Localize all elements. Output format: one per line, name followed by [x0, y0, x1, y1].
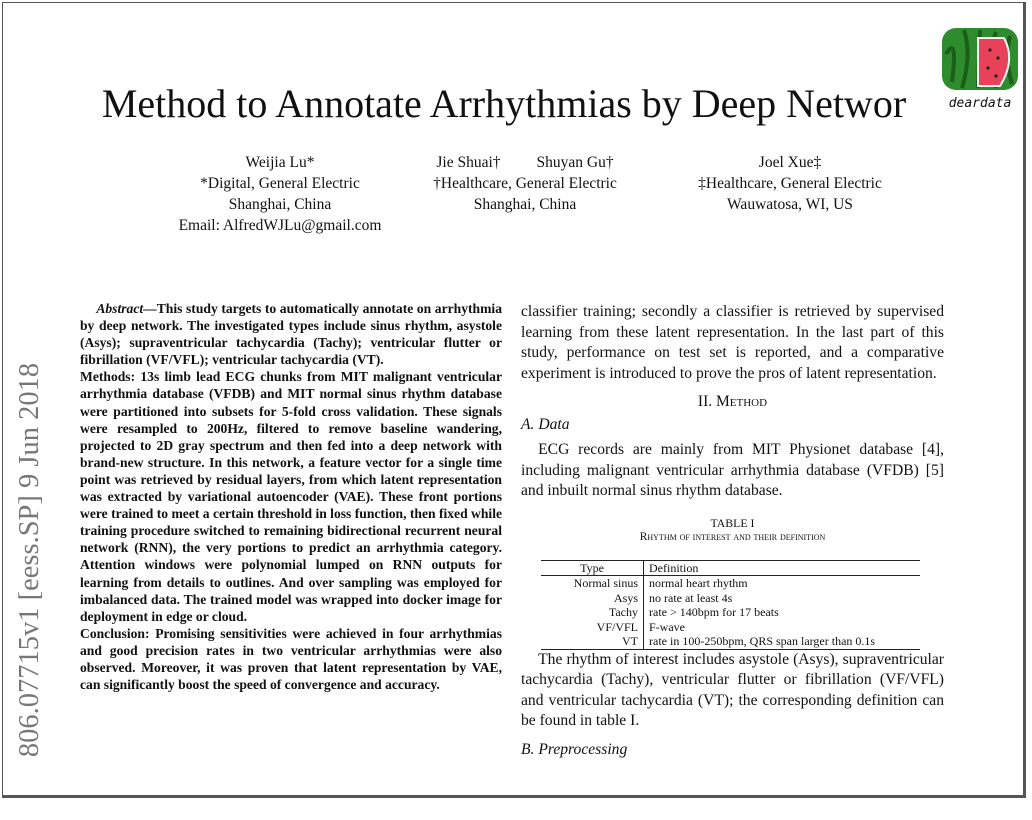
abstract-lead: Abstract—This study targets to automatically annotate on arrhythmia by deep network. The investigated types include sinus rhythm, asystole (Asys); supraventricular tachycardia (Tachy); ventricular flutter or fibrillation (VF/VFL); ventricular tachycardia (VT).: [80, 301, 502, 368]
table-title: Rhythm of interest and their definition: [639, 530, 826, 543]
author-affiliation: †Healthcare, General Electric: [433, 175, 617, 192]
table-row: VT rate in 100-250bpm, QRS span larger than 0.1s: [541, 634, 920, 649]
deardata-logo: [934, 24, 1026, 114]
table-row: Normal sinus normal heart rhythm: [541, 576, 920, 591]
author-affiliation: ‡Healthcare, General Electric: [698, 175, 882, 192]
data-paragraph: ECG records are mainly from MIT Physionet database [4], including malignant ventricular arrhythmia database (VFDB) [5] and inbuilt normal sinus rhythm database.: [521, 441, 944, 499]
abstract-column: [80, 300, 502, 693]
body-column: [521, 302, 944, 765]
intro-tail-paragraph: classifier training; secondly a classifier is retrieved by supervised learning from these latent representation. In the last part of this study, performance on test set is reported, and a comparative experiment is introduced to prove the pros of latent representation.: [521, 303, 944, 382]
deardata-logo-text: deardata: [948, 96, 1012, 111]
subsection-heading: B. Preprocessing: [521, 740, 628, 758]
author-location: Shanghai, China: [228, 196, 332, 213]
author-email: Email: AlfredWJLu@gmail.com: [178, 217, 382, 234]
author-location: Wauwatosa, WI, US: [727, 196, 853, 213]
table-row: VF/VFL F-wave: [541, 620, 920, 635]
table-row: Tachy rate > 140bpm for 17 beats: [541, 605, 920, 620]
author-block-3: [650, 152, 930, 215]
table-header: Definition: [644, 560, 921, 576]
table-row: Asys no rate at least 4s: [541, 591, 920, 606]
arxiv-stamp: 806.07715v1 [eess.SP] 9 Jun 2018: [14, 362, 45, 758]
watermelon-icon: [938, 24, 1022, 94]
author-block-2: [380, 152, 670, 215]
paper-title: Method to Annotate Arrhythmias by Deep Networ: [101, 81, 907, 126]
author-name: Jie Shuai†: [436, 154, 501, 171]
table-label: TABLE I: [710, 515, 755, 530]
table-header: Type: [541, 560, 644, 576]
abstract-methods: Methods: 13s limb lead ECG chunks from MIT malignant ventricular arrhythmia database (VFDB) and MIT normal sinus rhythm database were partitioned into subsets for 5-fold cross validation. These signals were resampled to 200Hz, filtered to remove baseline wandering, projected to 2D gray spectrum and then fed into a deep network with brand-new structure. In this network, a feature vector for a single time point was retrieved by residual layers, from which latent representation was extracted by variational autoencoder (VAE). These front portions were trained to meet a certain threshold in loss function, then fixed while training procedure switched to remaining bidirectional recurrent neural network (RNN), the very portions to predict an arrhythmia category. Attention windows were polynomial lumped on RNN outputs for learning from details to outlines. And over sampling was employed for imbalanced data. The trained model was wrapped into docker image for deployment in edge or cloud.: [80, 369, 503, 624]
author-name: Shuyan Gu†: [536, 154, 614, 171]
author-name: Weijia Lu*: [245, 154, 315, 171]
rhythm-table: [541, 560, 920, 650]
rhythm-paragraph: The rhythm of interest includes asystole (Asys), supraventricular tachycardia (Tachy), ventricular flutter or fibrillation (VF/VFL) and ventricular tachycardia (VT); the corresponding definition can be found in table I.: [521, 650, 944, 729]
abstract-label: Abstract: [96, 301, 144, 316]
abstract-conclusion: Conclusion: Promising sensitivities were achieved in four arrhythmias and good precision rates in two ventricular arrhythmias were also observed. Moreover, it was proven that latent representation by VAE, can significantly boost the speed of convergence and accuracy.: [80, 625, 502, 693]
author-name: Joel Xue‡: [758, 154, 822, 171]
section-heading: II. Method: [697, 393, 768, 410]
table-caption: [521, 516, 944, 544]
author-location: Shanghai, China: [473, 196, 577, 213]
subsection-heading: A. Data: [521, 415, 570, 433]
author-affiliation: *Digital, General Electric: [200, 175, 360, 192]
